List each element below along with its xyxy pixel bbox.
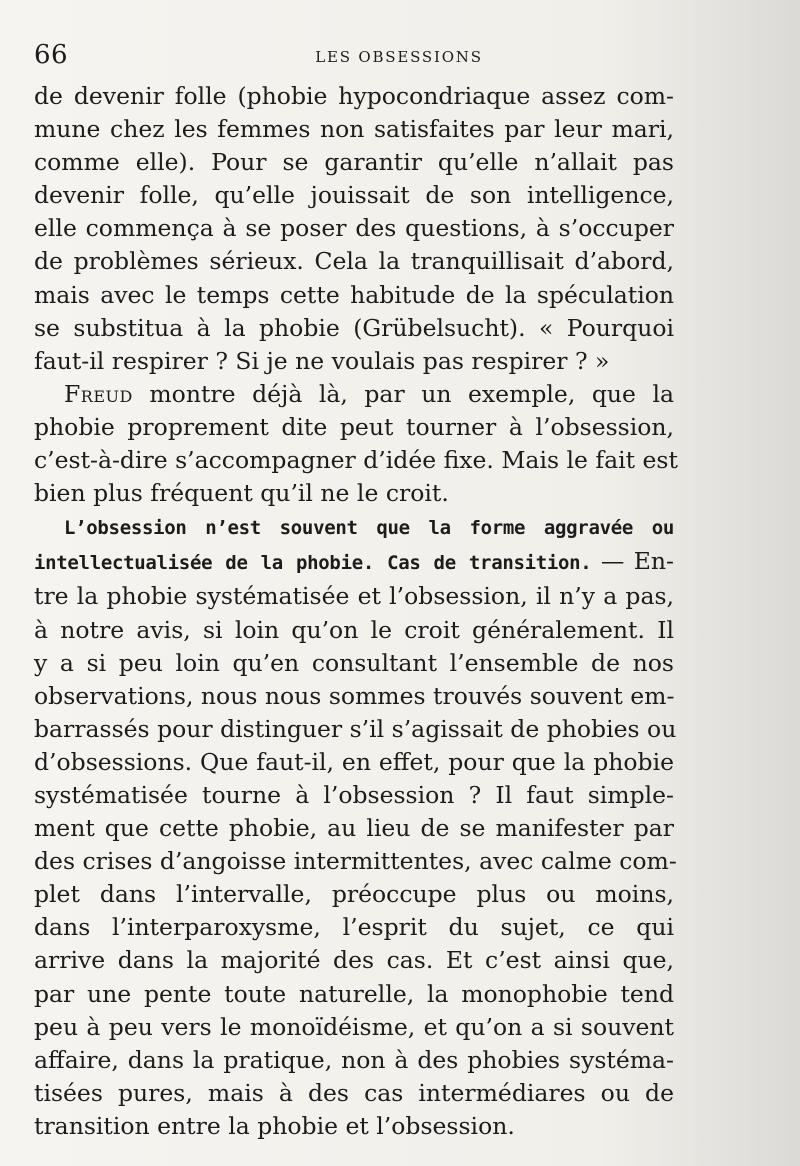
text-line: faut-il respirer ? Si je ne voulais pas respirer ? » xyxy=(34,346,610,375)
text-line: dans l’interparoxysme, l’esprit du sujet, ce qui xyxy=(34,913,674,942)
text-line: se substitua à la phobie (Grübelsucht). « Pourquoi xyxy=(34,313,674,342)
text-line: peu à peu vers le monoïdéisme, et qu’on a si souvent xyxy=(34,1012,674,1041)
text-line: de problèmes sérieux. Cela la tranquillisait d’abord, xyxy=(34,247,674,276)
text-line: ment que cette phobie, au lieu de se manifester par xyxy=(34,814,674,843)
text-line: bien plus fréquent qu’il ne le croit. xyxy=(34,479,449,508)
text-line: observations, nous nous sommes trouvés souvent em- xyxy=(34,681,675,710)
section-heading-part1: L’obsession n’est souvent que la forme aggravée ou xyxy=(64,517,674,540)
text-line: elle commença à se poser des questions, à s’occuper xyxy=(34,214,674,243)
text-line: plet dans l’intervalle, préoccupe plus ou moins, xyxy=(34,880,674,909)
section-heading-tail: — En- xyxy=(591,547,675,576)
text-line: transition entre la phobie et l’obsession. xyxy=(34,1111,515,1140)
section-heading-line xyxy=(34,510,674,545)
paragraph-first-line-text: montre déjà là, par un exemple, que la xyxy=(132,379,674,408)
page-header xyxy=(34,40,764,80)
body-text xyxy=(34,80,678,1143)
text-line: mais avec le temps cette habitude de la spéculation xyxy=(34,280,674,309)
text-line: de devenir folle (phobie hypocondriaque assez com- xyxy=(34,82,674,110)
page-number: 66 xyxy=(34,40,69,70)
text-line: y a si peu loin qu’en consultant l’ensemble de nos xyxy=(34,648,674,677)
text-line: phobie proprement dite peut tourner à l’obsession, xyxy=(34,412,674,441)
section-heading-part2: intellectualisée de la phobie. Cas de transition. xyxy=(34,552,592,575)
text-line: des crises d’angoisse intermittentes, avec calme com- xyxy=(34,847,677,876)
text-line: arrive dans la majorité des cas. Et c’est ainsi que, xyxy=(34,946,674,975)
text-line: à notre avis, si loin qu’on le croit généralement. Il xyxy=(34,615,674,644)
text-line: d’obsessions. Que faut-il, en effet, pour que la phobie xyxy=(34,747,674,776)
text-line: tisées pures, mais à des cas intermédiares ou de xyxy=(34,1078,674,1107)
text-line: systématisée tourne à l’obsession ? Il faut simple- xyxy=(34,780,674,809)
text-line: par une pente toute naturelle, la monophobie tend xyxy=(34,979,674,1008)
text-line: barrassés pour distinguer s’il s’agissait de phobies ou xyxy=(34,714,677,743)
text-line: devenir folle, qu’elle jouissait de son intelligence, xyxy=(34,181,674,210)
text-line: affaire, dans la pratique, non à des phobies systéma- xyxy=(34,1045,674,1074)
paragraph-first-line xyxy=(34,378,674,411)
text-line: c’est-à-dire s’accompagner d’idée fixe. Mais le fait est xyxy=(34,446,678,475)
section-heading-line xyxy=(34,545,674,580)
author-name: Freud xyxy=(64,379,133,408)
text-line: comme elle). Pour se garantir qu’elle n’allait pas xyxy=(34,148,674,177)
text-line: mune chez les femmes non satisfaites par leur mari, xyxy=(34,115,674,144)
running-title: LES OBSESSIONS xyxy=(315,48,483,66)
text-line: tre la phobie systématisée et l’obsession, il n’y a pas, xyxy=(34,582,674,611)
